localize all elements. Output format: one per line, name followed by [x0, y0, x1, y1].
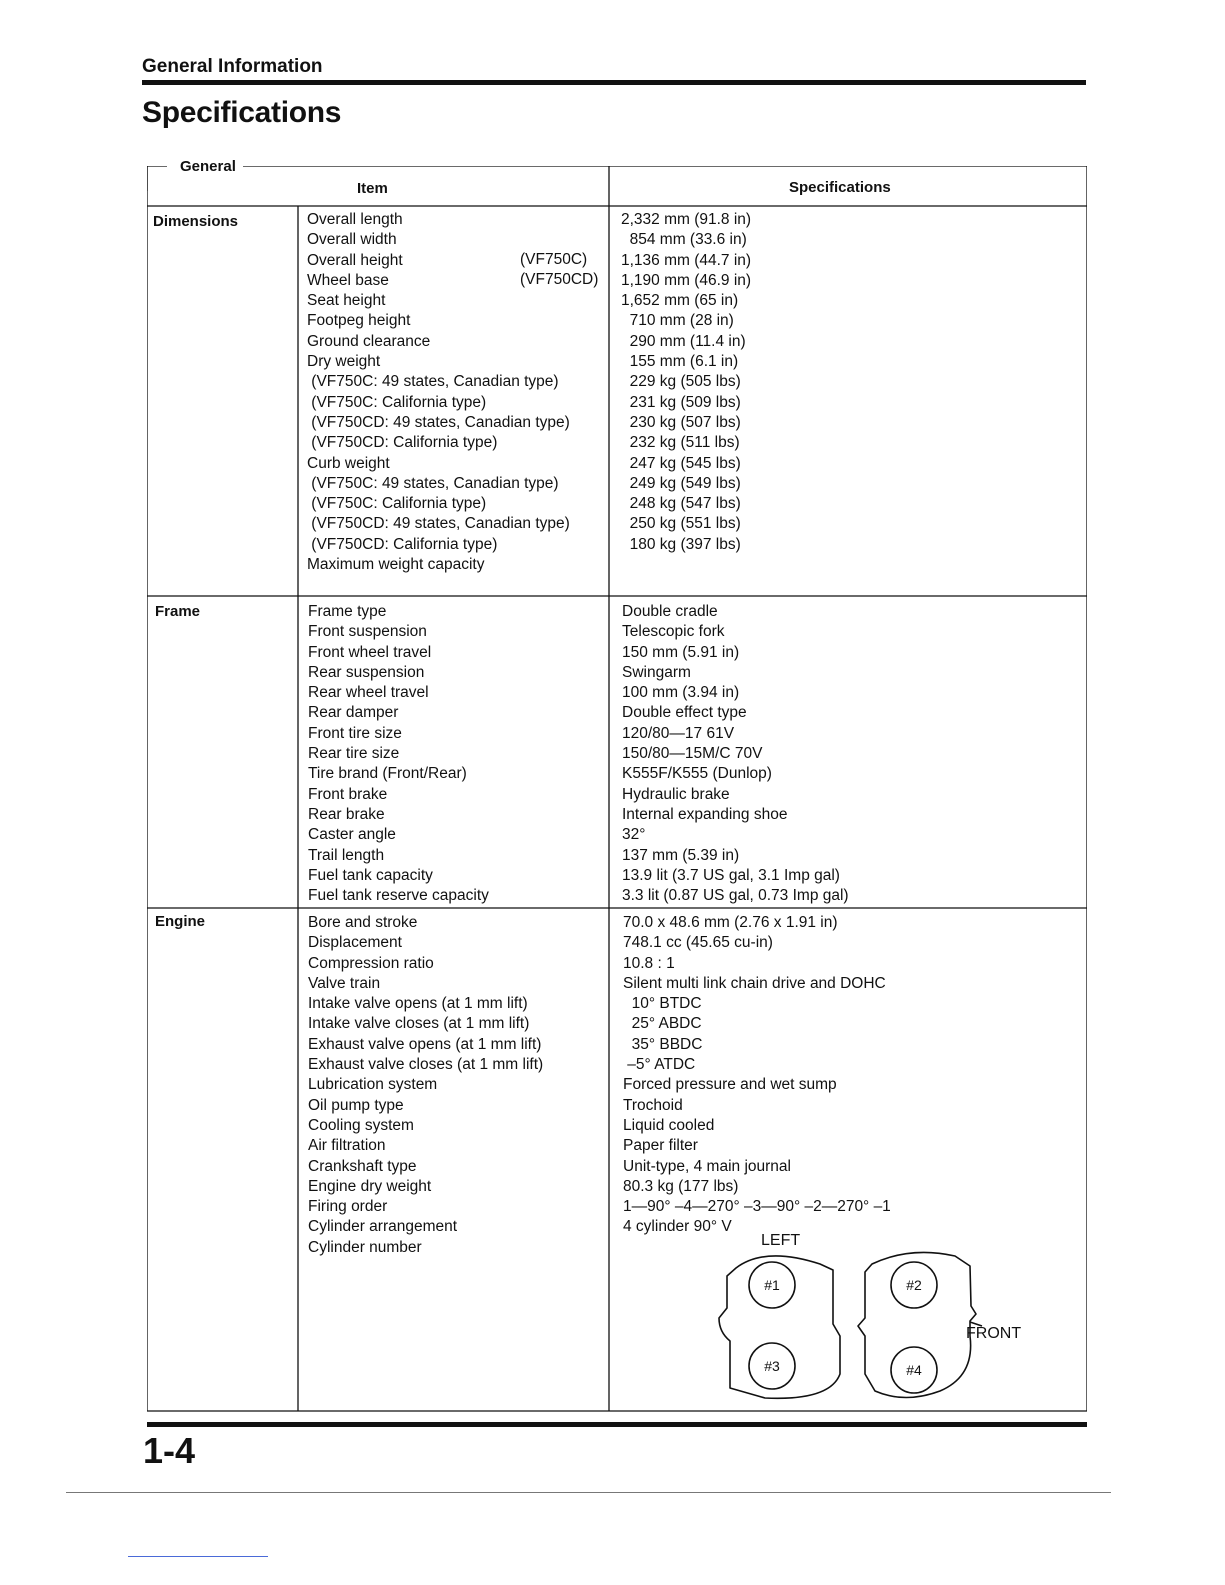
group-frame: Frame — [155, 603, 201, 620]
cylinder-number-diagram — [700, 1226, 1040, 1411]
spec: Trochoid — [623, 1096, 683, 1114]
item: Seat height — [307, 292, 386, 310]
item: Fuel tank reserve capacity — [308, 887, 489, 905]
item: (VF750CD: 49 states, Canadian type) — [307, 413, 570, 431]
group-engine: Engine — [155, 913, 206, 930]
spec: 247 kg (545 lbs) — [621, 454, 741, 472]
spec: 10° BTDC — [623, 995, 702, 1013]
item: Displacement — [308, 934, 402, 952]
footer-rule — [147, 1422, 1087, 1427]
item: Front wheel travel — [308, 643, 432, 661]
item: Trail length — [308, 846, 385, 864]
item: Overall height — [307, 251, 403, 269]
spec: 231 kg (509 lbs) — [621, 393, 741, 411]
item: Air filtration — [308, 1137, 386, 1155]
item: Maximum weight capacity — [307, 556, 485, 574]
item: Valve train — [308, 974, 381, 992]
spec: 710 mm (28 in) — [621, 312, 734, 330]
spec: 70.0 x 48.6 mm (2.76 x 1.91 in) — [623, 914, 838, 931]
spec: 150/80—15M/C 70V — [622, 745, 763, 763]
item: (VF750C: California type) — [307, 393, 487, 411]
spec: 229 kg (505 lbs) — [621, 373, 741, 391]
item: Caster angle — [308, 826, 396, 844]
engine-items — [308, 913, 543, 1258]
spec: 180 kg (397 lbs) — [621, 535, 741, 553]
spec: 1,190 mm (46.9 in) — [621, 271, 752, 289]
group-dimensions: Dimensions — [153, 213, 239, 230]
spec: 25° ABDC — [623, 1015, 702, 1033]
item: (VF750CD: California type) — [307, 535, 498, 553]
spec: 2,332 mm (91.8 in) — [621, 211, 752, 228]
spec: 290 mm (11.4 in) — [621, 332, 746, 350]
spec: Liquid cooled — [623, 1116, 715, 1134]
dimensions-specs — [621, 210, 751, 555]
item: Exhaust valve closes (at 1 mm lift) — [308, 1056, 544, 1074]
item: Overall length — [307, 211, 403, 228]
spec: Double effect type — [622, 704, 747, 722]
spec: 1,652 mm (65 in) — [621, 292, 739, 310]
frame-specs — [622, 602, 849, 906]
spec: 748.1 cc (45.65 cu-in) — [623, 934, 773, 952]
spec: 1—90° –4—270° –3—90° –2—270° –1 — [623, 1198, 891, 1216]
spec: 854 mm (33.6 in) — [621, 231, 747, 249]
page-title: Specifications — [142, 96, 342, 129]
spec: 32° — [622, 826, 646, 844]
item: Fuel tank capacity — [308, 866, 433, 884]
variant-vf750c: (VF750C) — [520, 251, 588, 268]
variant-vf750cd: (VF750CD) — [520, 271, 599, 288]
spec: 150 mm (5.91 in) — [622, 643, 740, 661]
header-rule — [142, 80, 1086, 85]
spec: 120/80—17 61V — [622, 724, 735, 742]
item: Rear tire size — [308, 745, 400, 763]
item-column-header: Item — [357, 180, 388, 197]
item: Front tire size — [308, 724, 402, 742]
bottom-edge-mark — [128, 1556, 268, 1557]
item: Wheel base — [307, 271, 389, 289]
engine-specs — [623, 913, 891, 1238]
table-caption: General — [174, 158, 242, 175]
spec: Hydraulic brake — [622, 785, 730, 803]
item: Footpeg height — [307, 312, 411, 330]
spec: 248 kg (547 lbs) — [621, 495, 741, 513]
cylinder-3-label: #3 — [764, 1358, 780, 1374]
spec: Telescopic fork — [622, 623, 725, 641]
item: Rear wheel travel — [308, 684, 429, 702]
spec: 137 mm (5.39 in) — [622, 846, 740, 864]
spec: Double cradle — [622, 603, 718, 620]
spec: 10.8 : 1 — [623, 954, 675, 972]
item: Compression ratio — [308, 954, 434, 972]
item: Cooling system — [308, 1116, 414, 1134]
item: Firing order — [308, 1198, 388, 1216]
cylinder-4-label: #4 — [906, 1362, 922, 1378]
spec: K555F/K555 (Dunlop) — [622, 765, 772, 783]
spec: 250 kg (551 lbs) — [621, 515, 741, 533]
spec: Paper filter — [623, 1137, 698, 1155]
spec: 4 cylinder 90° V — [623, 1218, 732, 1236]
item: Intake valve closes (at 1 mm lift) — [308, 1015, 530, 1033]
item: Rear damper — [308, 704, 399, 722]
item: Rear brake — [308, 805, 385, 823]
spec: 1,136 mm (44.7 in) — [621, 251, 752, 269]
spec: Silent multi link chain drive and DOHC — [623, 974, 886, 992]
diagram-left-label: LEFT — [761, 1232, 801, 1249]
item: (VF750CD: 49 states, Canadian type) — [307, 515, 570, 533]
item: Bore and stroke — [308, 914, 418, 931]
item: (VF750C: 49 states, Canadian type) — [307, 474, 559, 492]
item: Overall width — [307, 231, 397, 249]
spec: Unit-type, 4 main journal — [623, 1157, 791, 1175]
item: (VF750C: California type) — [307, 495, 487, 513]
section-label: General Information — [142, 56, 323, 77]
item: Curb weight — [307, 454, 390, 472]
spec: 13.9 lit (3.7 US gal, 3.1 Imp gal) — [622, 866, 840, 884]
item: Intake valve opens (at 1 mm lift) — [308, 995, 528, 1013]
spec: 35° BBDC — [623, 1035, 703, 1053]
item: Exhaust valve opens (at 1 mm lift) — [308, 1035, 542, 1053]
diagram-front-label: FRONT — [966, 1325, 1022, 1342]
spec: 3.3 lit (0.87 US gal, 0.73 Imp gal) — [622, 887, 849, 905]
spec: 249 kg (549 lbs) — [621, 474, 741, 492]
item: Tire brand (Front/Rear) — [308, 765, 467, 783]
frame-items — [308, 602, 489, 906]
spec: Forced pressure and wet sump — [623, 1076, 837, 1094]
item: Crankshaft type — [308, 1157, 417, 1175]
spec: Internal expanding shoe — [622, 805, 788, 823]
spec: –5° ATDC — [623, 1056, 696, 1074]
item: Front suspension — [308, 623, 427, 641]
spec-column-header: Specifications — [789, 179, 891, 196]
item: Engine dry weight — [308, 1177, 432, 1195]
item: Cylinder number — [308, 1238, 422, 1256]
spec: 232 kg (511 lbs) — [621, 434, 740, 452]
spec: 230 kg (507 lbs) — [621, 413, 741, 431]
item: Frame type — [308, 603, 387, 620]
spec: 155 mm (6.1 in) — [621, 353, 739, 371]
item: (VF750CD: California type) — [307, 434, 498, 452]
cylinder-2-label: #2 — [906, 1277, 922, 1293]
item: Rear suspension — [308, 663, 425, 681]
item: Oil pump type — [308, 1096, 404, 1114]
spec: Swingarm — [622, 663, 691, 681]
item: Front brake — [308, 785, 388, 803]
item: Ground clearance — [307, 332, 431, 350]
item: Dry weight — [307, 353, 381, 371]
item: Cylinder arrangement — [308, 1218, 458, 1236]
cylinder-1-label: #1 — [764, 1277, 780, 1293]
spec: 80.3 kg (177 lbs) — [623, 1177, 739, 1195]
item: Lubrication system — [308, 1076, 438, 1094]
page-number: 1-4 — [143, 1430, 196, 1471]
item: (VF750C: 49 states, Canadian type) — [307, 373, 559, 391]
spec: 100 mm (3.94 in) — [622, 684, 740, 702]
page-edge-line — [66, 1492, 1111, 1493]
